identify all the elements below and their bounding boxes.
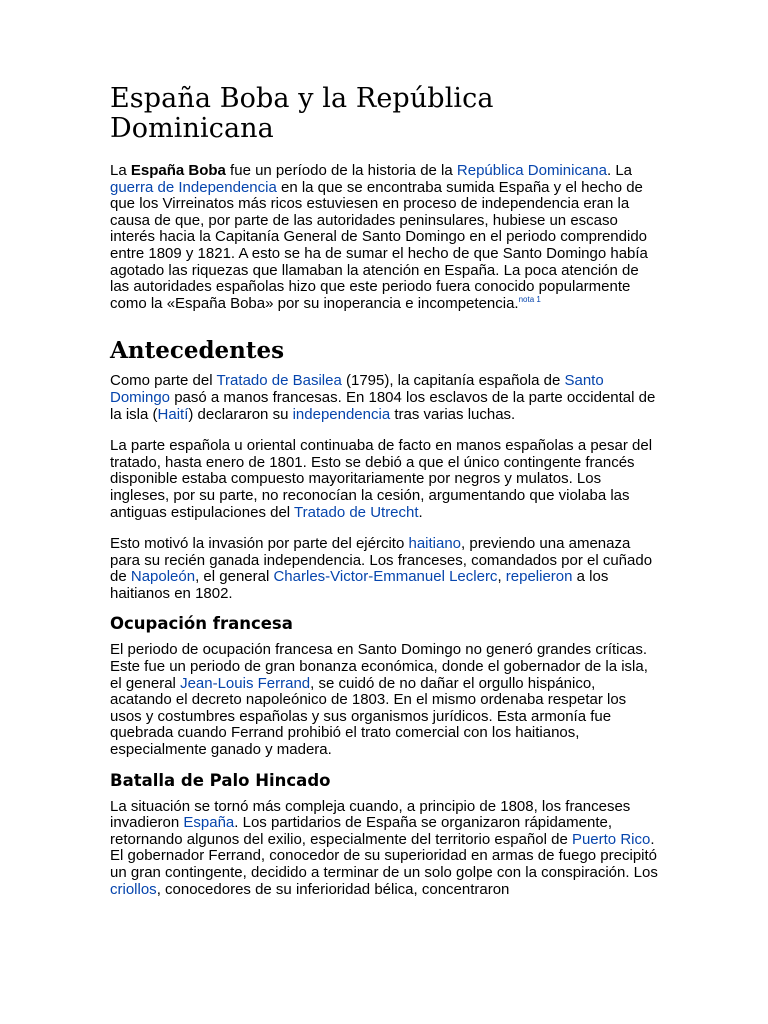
text-run: tras varias luchas. [390,405,516,423]
intro-paragraph [110,163,658,312]
link-jean-louis-ferrand[interactable]: Jean-Louis Ferrand [180,674,311,692]
text-run: . La [606,162,633,179]
text-run: ) declararon su [188,405,293,423]
section-heading-ocupacion-francesa: Ocupación francesa [110,614,293,634]
link-tratado-basilea[interactable]: Tratado de Basilea [216,372,342,390]
batalla-paragraph-1 [110,799,658,899]
text-run: La parte española u oriental continuaba de facto en manos españolas a pesar del tratado, hasta enero de 1801. Esto se debió a que el único contingente francés disponible estaba compuesto mayoritariamente por negros y mulatos. Los ingleses, por su parte, no reconocían la cesión, argumentando que violaba las antiguas estipulaciones del [110,437,653,521]
link-santo-domingo[interactable]: Santo Domingo [110,372,604,406]
text-run: Como parte del [110,372,217,390]
page-title: España Boba y la República Dominicana [110,83,494,144]
bold-term: España Boba [130,162,226,179]
antecedentes-paragraph-3 [110,536,658,602]
section-heading-antecedentes: Antecedentes [110,337,285,365]
link-napoleon[interactable]: Napoleón [130,568,196,586]
ocupacion-paragraph-1 [110,642,658,758]
text-run: . El gobernador Ferrand, conocedor de su superioridad en armas de fuego precipitó un gran contingente, decidido a terminar de un solo golpe con la conspiración. Los [110,830,658,881]
link-haitiano[interactable]: haitiano [408,535,462,553]
link-repelieron[interactable]: repelieron [505,568,573,586]
text-run: , el general [195,568,274,586]
text-run: . [418,503,423,521]
text-run: fue un período de la historia de la [225,162,457,179]
link-puerto-rico[interactable]: Puerto Rico [571,830,651,848]
link-espana[interactable]: España [183,814,235,832]
text-run: (1795), la capitanía española de [341,372,565,390]
antecedentes-paragraph-2 [110,438,658,521]
text-run: El periodo de ocupación francesa en Santo Domingo no generó grandes críticas. Este fue un periodo de gran bonanza económica, donde el gobernador de la isla, el general [110,641,648,692]
link-leclerc[interactable]: Charles-Victor-Emmanuel Leclerc [273,568,498,586]
article [110,84,658,913]
text-run: La situación se tornó más compleja cuando, a principio de 1808, los franceses invadieron [110,797,631,832]
text-run: La [110,162,131,179]
text-run: en la que se encontraba sumida España y el hecho de que los Virreinatos más ricos estuviesen en proceso de independencia eran la causa de que, por parte de las autoridades peninsulares, hubiese un escaso interés hacia la Capitanía General de Santo Domingo en el periodo comprendido entre 1809 y 1821. A esto se ha de sumar el hecho de que Santo Domingo había agotado las riquezas que llamaban la atención en España. La poca atención de las autoridades españolas hizo que este periodo fuera conocido popularmente como la «España Boba» por su inoperancia e incompetencia. [110,178,648,312]
antecedentes-paragraph-1 [110,373,658,423]
text-run: pasó a manos francesas. En 1804 los esclavos de la parte occidental de la isla ( [110,388,656,423]
link-guerra-independencia[interactable]: guerra de Independencia [110,178,277,196]
text-run: , [497,568,506,586]
text-run: , conocedores de su inferioridad bélica, concentraron [156,880,510,898]
text-run: , se cuidó de no dañar el orgullo hispánico, acatando el decreto napoleónico de 1803. En el mismo ordenaba respetar los usos y costumbres españolas y sus organismos jurídicos. Esta armonía fue quebrada cuando Ferrand prohibió el trato comercial con los haitianos, especialmente ganado y madera. [110,674,627,759]
footnote-link[interactable]: nota 1 [518,294,541,304]
text-run: Esto motivó la invasión por parte del ejército [110,535,409,553]
link-haiti[interactable]: Haití [157,405,189,423]
link-criollos[interactable]: criollos [110,880,157,898]
text-run: a los haitianos en 1802. [110,568,609,602]
section-heading-batalla-palo-hincado: Batalla de Palo Hincado [110,770,331,790]
link-republica-dominicana[interactable]: República Dominicana [456,162,607,179]
link-tratado-utrecht[interactable]: Tratado de Utrecht [294,503,419,521]
link-independencia[interactable]: independencia [292,405,391,423]
text-run: , previendo una amenaza para su recién ganada independencia. Los franceses, comandados por el cuñado de [110,535,653,586]
text-run: . Los partidarios de España se organizaron rápidamente, retornando algunos del exilio, especialmente del territorio español de [110,814,612,848]
